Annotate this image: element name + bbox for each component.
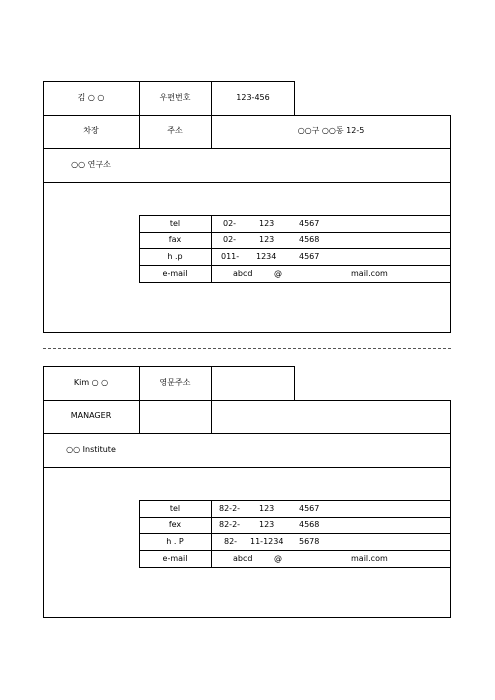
email-user: abcd: [233, 554, 253, 563]
contact-part: 4567: [299, 504, 320, 513]
rule: [139, 248, 451, 249]
rule: [139, 500, 140, 568]
contact-part: 11-1234: [250, 537, 284, 546]
email-domain: mail.com: [351, 554, 388, 563]
address-label: 주소: [167, 126, 183, 135]
rule: [294, 366, 295, 401]
contact-part: 123: [259, 219, 275, 228]
rule: [43, 467, 451, 468]
rule: [139, 215, 140, 283]
contact-part: 5678: [299, 537, 320, 546]
cut-line: [43, 348, 451, 349]
email-at: @: [274, 554, 282, 563]
korean-business-card: [43, 81, 451, 333]
contact-part: 1234: [256, 252, 277, 261]
rule: [43, 115, 451, 116]
rule: [43, 182, 451, 183]
rule: [139, 282, 451, 283]
contact-part: 82-2-: [219, 504, 241, 513]
rule: [139, 567, 451, 568]
name-text: Kim ○ ○: [73, 378, 109, 387]
rule: [139, 265, 451, 266]
contact-part: 82-: [224, 537, 238, 546]
rule: [294, 81, 295, 116]
rule: [43, 366, 44, 618]
email-domain: mail.com: [351, 269, 388, 278]
rule: [211, 500, 212, 568]
rule: [43, 617, 451, 618]
contact-part: 02-: [223, 235, 237, 244]
contact-label: tel: [169, 219, 181, 228]
rule: [43, 81, 295, 82]
contact-part: 011-: [221, 252, 240, 261]
contact-part: 4567: [299, 252, 320, 261]
rule: [139, 215, 451, 216]
rule: [43, 148, 451, 149]
postal-code-label: 우편번호: [159, 93, 191, 102]
position-text: MANAGER: [70, 411, 112, 420]
contact-part: 4568: [299, 520, 320, 529]
rule: [139, 550, 451, 551]
email-user: abcd: [233, 269, 253, 278]
rule: [43, 433, 451, 434]
postal-code-value: 123-456: [236, 93, 270, 102]
name-text: 김 ○ ○: [77, 93, 105, 102]
english-business-card: [43, 366, 451, 618]
organization-text: ○○ Institute: [66, 445, 116, 454]
email-label: e-mail: [162, 554, 188, 563]
rule: [43, 332, 451, 333]
rule: [211, 366, 212, 434]
contact-part: 02-: [223, 219, 237, 228]
contact-label: fax: [168, 235, 182, 244]
contact-part: 123: [259, 504, 275, 513]
rule: [139, 533, 451, 534]
rule: [211, 215, 212, 283]
rule: [139, 232, 451, 233]
rule: [450, 400, 451, 618]
address-value: ○○구 ○○동 12-5: [297, 126, 365, 135]
rule: [43, 81, 44, 333]
contact-label: h .p: [167, 252, 183, 261]
rule: [43, 400, 451, 401]
contact-part: 4567: [299, 219, 320, 228]
organization-text: ○○ 연구소: [71, 160, 111, 169]
contact-part: 4568: [299, 235, 320, 244]
email-label: e-mail: [162, 269, 188, 278]
contact-label: tel: [169, 504, 181, 513]
rule: [139, 81, 140, 149]
rule: [450, 115, 451, 333]
rule: [139, 517, 451, 518]
contact-label: fex: [168, 520, 182, 529]
contact-label: h . P: [166, 537, 184, 546]
email-at: @: [274, 269, 282, 278]
address-label: 영문주소: [159, 378, 191, 387]
position-text: 차장: [83, 126, 99, 135]
rule: [43, 366, 295, 367]
contact-part: 82-2-: [219, 520, 241, 529]
contact-part: 123: [259, 235, 275, 244]
rule: [139, 500, 451, 501]
contact-part: 123: [259, 520, 275, 529]
rule: [211, 81, 212, 149]
rule: [139, 366, 140, 434]
